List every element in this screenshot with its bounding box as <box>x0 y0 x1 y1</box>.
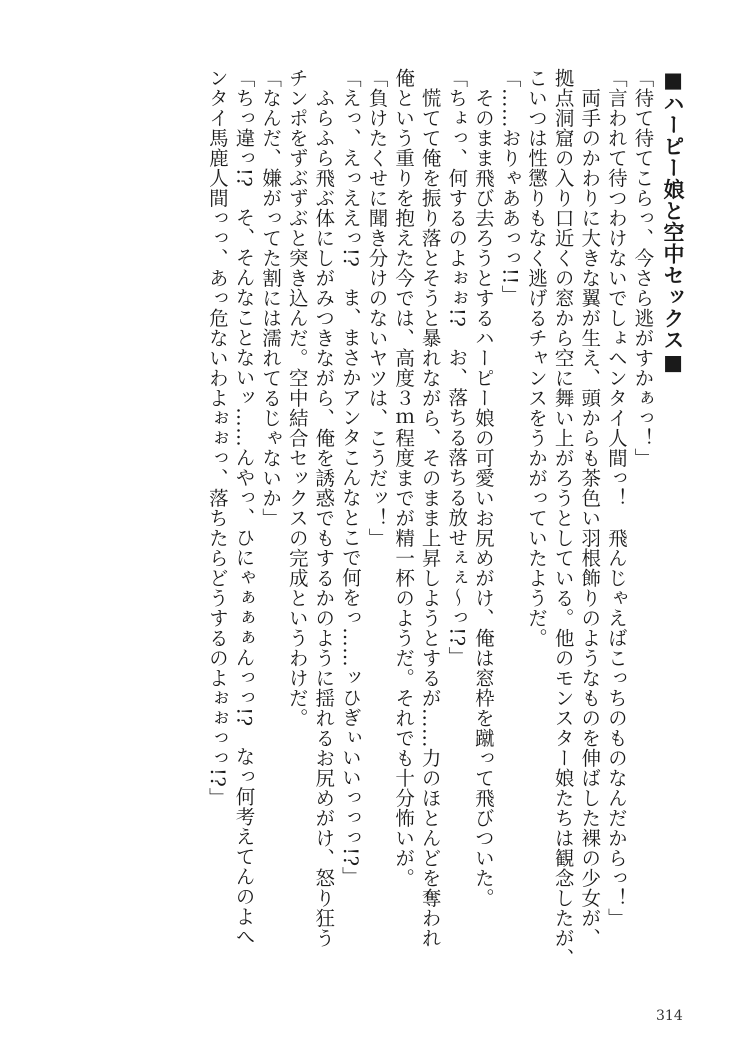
text-line: 両手のかわりに大きな翼が生え、頭からも茶色い羽根飾りのようなものを伸ばした裸の少女が、 <box>578 68 602 948</box>
text-line: そのまま飛び去ろうとするハーピー娘の可愛いお尻めがけ、俺は窓枠を蹴って飛びついた。 <box>471 68 495 908</box>
text-line: ンタイ馬鹿人間っっ、あっ危ないわよぉぉっ、落ちたらどうするのよぉぉっっ!?」 <box>205 68 229 808</box>
text-line: 「ちょっ、何するのよぉぉ!? お、落ちる落ちる放せぇぇ～っ!?」 <box>445 68 469 667</box>
vertical-text-block <box>203 68 686 968</box>
text-line: 「……おりゃああっっ!!」 <box>498 68 522 305</box>
text-line: こいつは性懲りもなく逃げるチャンスをうかがっていたようだ。 <box>525 68 549 648</box>
text-line: 「待て待てこらっ、今さら逃がすかぁっ！」 <box>631 68 655 468</box>
text-line: 俺という重りを抱えた今では、高度３ｍ程度までが精一杯のようだ。それでも十分怖いが。 <box>392 68 416 888</box>
text-line: 「負けたくせに聞き分けのないヤツは、こうだッ！」 <box>365 68 389 548</box>
text-line: ふらふら飛ぶ体にしがみつきながら、俺を誘惑でもするかのように揺れるお尻めがけ、怒り狂う <box>312 68 336 948</box>
page-number: 314 <box>656 1008 683 1024</box>
text-line: 「なんだ、嫌がってた割には濡れてるじゃないか」 <box>259 68 283 528</box>
text-line: チンポをずぶずぶと突き込んだ。空中結合セックスの完成というわけだ。 <box>285 68 309 728</box>
chapter-title: ■ハーピー娘と空中セックス■ <box>661 68 685 375</box>
text-line: 慌てて俺を振り落とそうと暴れながら、そのまま上昇しようとするが……力のほとんどを奪われ <box>418 68 442 948</box>
text-line: 「ちっ違っ!? そ、そんなことないッ……んやっ、ひにゃぁぁぁんっっ!? なっ何考えてんのよへ <box>232 68 256 947</box>
text-line: 拠点洞窟の入り口近くの窓から空に舞い上がろうとしている。他のモンスター娘たちは観念したが、 <box>551 68 575 968</box>
text-line: 「えっ、えっええっ!? ま、まさかアンタこんなとこで何をっ……ッひぎぃいいっっっ!?」 <box>338 68 362 887</box>
text-line: 「言われて待つわけないでしょヘンタイ人間っ！ 飛んじゃえばこっちのものなんだからっ！」 <box>604 68 628 928</box>
